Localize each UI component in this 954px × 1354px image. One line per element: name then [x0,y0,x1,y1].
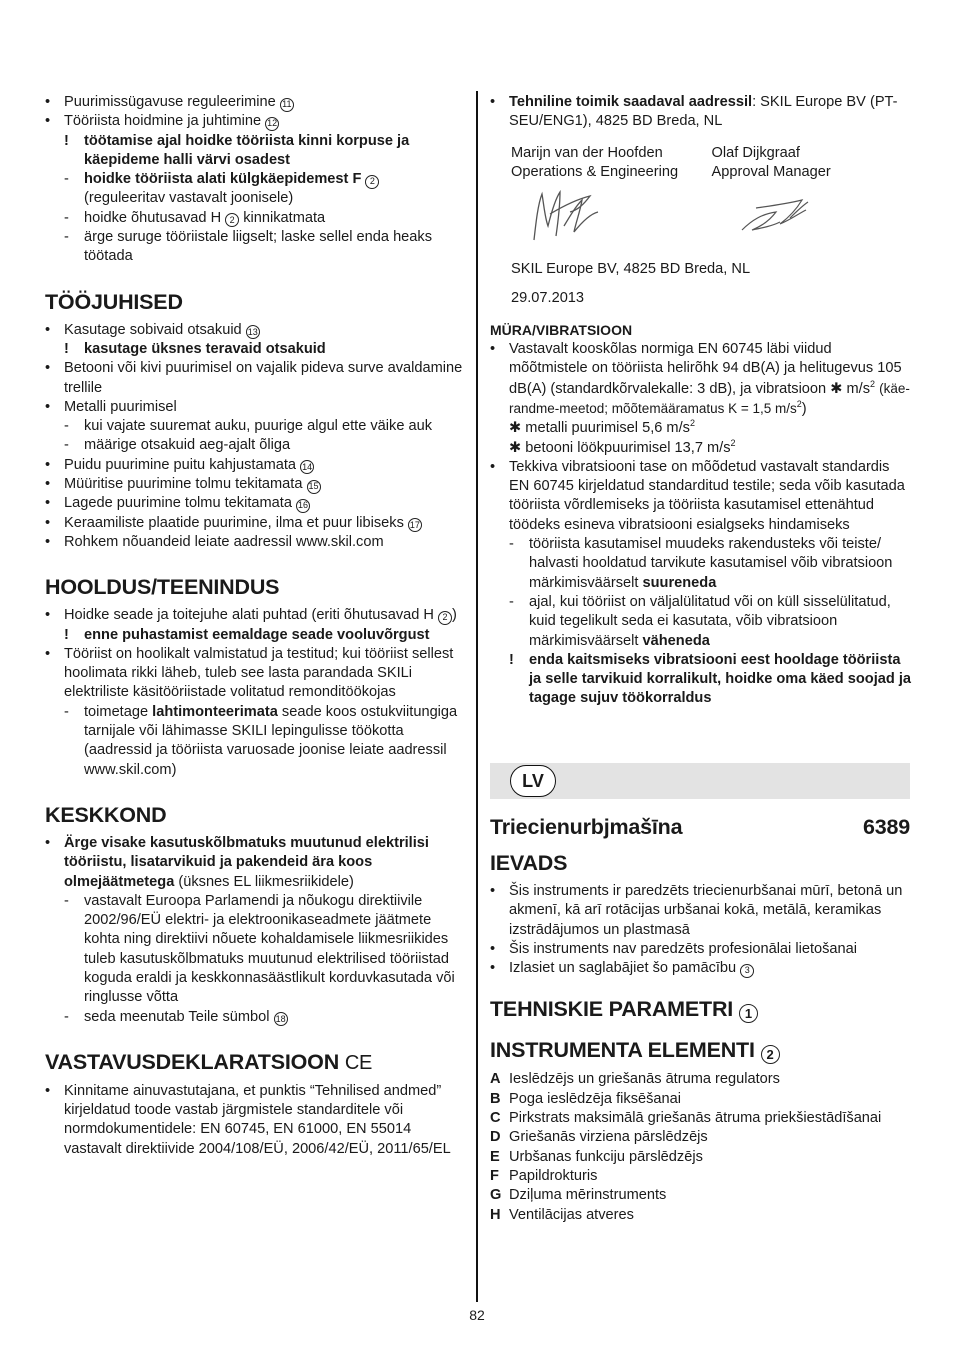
ref-number-icon: 3 [740,964,754,978]
element-letter: C [490,1110,501,1127]
element-letter: G [490,1187,502,1204]
ref-number-icon: 17 [408,518,422,532]
element-label: Papildrokturis [509,1167,598,1184]
ref-number-icon: 2 [761,1045,780,1064]
warning-item: ! kasutage üksnes teravaid otsakuid [64,340,326,357]
list-item: - ärge suruge tööriistale liigselt; laske sellel enda heaks töötada [64,229,433,265]
ce-mark-icon: CE [344,1051,373,1074]
list-item: • Lagede puurimine tolmu tekitamata 16 [45,495,309,512]
list-item: • Keraamiliste plaatide puurimine, ilma et puur libiseks 17 [45,514,420,531]
ref-number-icon: 15 [307,480,321,494]
ref-number-icon: 14 [300,460,314,474]
elements-list [490,1070,910,1224]
list-item: - toimetage lahtimonteerimata seade koos ostukviitungiga tarnijale või lähimasse SKILI lepingulisse töökotta (aadressid ja tööriista varuosade joonise leiate aadressil www.skil.com) [64,703,458,778]
signer-role: Approval Manager [711,163,831,180]
section-subheading: MÜRA/VIBRATSIOON [490,321,633,338]
language-bar [490,763,910,799]
lv-section [490,814,910,1225]
element-list-item [490,1167,910,1186]
element-letter: A [490,1071,501,1088]
section-heading: IEVADS [490,851,568,875]
list-item: • Rohkem nõuandeid leiate aadressil www.skil.com [45,533,384,550]
element-letter: H [490,1206,501,1223]
list-item: - ajal, kui tööriist on väljalülitatud või on küll sisselülitatud, kuid tegelikult seda ei kasutata, võib vibratsioon märkimisväärselt väheneda [509,593,891,649]
element-letter: E [490,1148,500,1165]
element-label: Ieslēdzējs un griešanās ātruma regulators [509,1071,780,1088]
ref-number-icon: 16 [296,499,310,513]
section-heading: INSTRUMENTA ELEMENTI 2 [490,1037,910,1064]
list-item: - määrige otsakuid aeg-ajalt õliga [64,437,291,454]
signature-block [490,144,912,183]
element-list-item [490,1090,910,1109]
element-letter: B [490,1090,501,1107]
signer-role: Operations & Engineering [511,163,679,180]
warning-item: ! töötamise ajal hoidke tööriista kinni korpuse ja käepideme halli värvi osadest [64,132,410,168]
list-item: • Hoidke seade ja toitejuhe alati puhtad (eriti õhutusavad H 2 ) [45,607,457,624]
page-number: 82 [469,1307,485,1323]
ref-number-icon: 2 [438,611,452,625]
list-item: - tööriista kasutamisel muudeks rakendusteks või teiste/ halvasti hooldatud tarvikute kasutamisel võib vibratsioon märkimisväärselt suureneda [509,536,893,591]
ref-number-icon: 2 [225,213,239,227]
list-item: • Šis instruments nav paredzēts profesionālai lietošanai [490,940,858,957]
element-list-item [490,1070,910,1089]
list-item: • Tekkiva vibratsiooni tase on mõõdetud vastavalt standardis EN 60745 kirjeldatud standarditud testile; seda võib kasutada tööriista võrdlemiseks ja tööriista kasutamisel ettenähtud töödeks esineva vibratsiooni esialgseks hindamiseks [490,458,905,533]
list-item: • Metalli puurimisel [45,398,177,415]
section-heading: KESKKOND [45,802,167,827]
list-item: - vastavalt Euroopa Parlamendi ja nõukogu direktiivile 2002/96/EÜ elektri- ja elektroonikaseadmete jäätmete kohta ning direktiivi nõuete kohaldamisele liikmesriikides tuleb kasutuskõlbmatuks muutunud elektrilised tööriistad koguda eraldi ja keskkonnasäästlikult korduvkasutada või ringlusse võtta [64,892,455,1006]
list-item: • Izlasiet un saglabājiet šo pamācību 3 [490,959,910,978]
element-list-item [490,1109,910,1128]
list-item: • Puidu puurimine puitu kahjustamata 14 [45,456,313,473]
product-title: Triecienurbjmašīna 6389 [490,815,910,839]
ref-number-icon: 2 [365,175,379,189]
language-badge: LV [510,765,556,797]
list-item: - hoidke õhutusavad H 2 kinnikatmata [64,209,326,226]
list-item: - seda meenutab Teile sümbol 18 [64,1008,286,1025]
element-label: Dziļuma mērinstruments [509,1187,667,1204]
ref-number-icon: 12 [265,117,279,131]
list-item: • Tehniline toimik saadaval aadressil: SKIL Europe BV (PT-SEU/ENG1), 4825 BD Breda, NL [490,94,898,130]
right-column [490,93,912,709]
column-divider [476,91,478,1302]
section-heading: HOOLDUS/TEENINDUS [45,575,280,600]
list-item: • Kasutage sobivaid otsakuid 13 [45,321,258,338]
list-item: • Puurimissügavuse reguleerimine 11 [45,93,467,112]
ref-number-icon: 18 [274,1012,288,1026]
signer-name: Marijn van der Hoofden [511,144,663,161]
list-item: • Kinnitame ainuvastutajana, et punktis “Tehnilised andmed” kirjeldatud toode vastab järgmistele standarditele või normdokumentidele: EN 60745, EN 61000, EN 55014 vastavalt direktiivide 2004/108/EÜ, 2006/42/EÜ, 2011/65/EL [45,1082,451,1157]
element-list-item [490,1186,910,1205]
list-item: • Vastavalt kooskõlas normiga EN 60745 läbi viidud mõõtmistele on tööriista helirõhk 94 dB(A) ja helitugevus 105 dB(A) (standardkõrvalekalle: 3 dB), ja vibratsioon ✱ $m/s^2$ (käe-randme-meetod; mõõtemääramatus K = 1,5 $m/s^2$) ✱ metalli puurimisel 5,6 $m/s^2$ ✱ betooni löökpuurimisel 13,7 $m/s^2$ [490,341,910,456]
list-item: • Tööriist on hoolikalt valmistatud ja testitud; kui tööriist sellest hoolimata rikki läheb, tuleb see lasta parandada SKILi elektriliste käsitööriistade volitatud remonditöökojas [45,645,454,701]
element-letter: F [490,1167,499,1184]
section-heading: TEHNISKIE PARAMETRI 1 [490,996,910,1023]
ref-number-icon: 11 [280,98,294,112]
element-label: Urbšanas funkciju pārslēdzējs [509,1148,703,1165]
element-label: Pirkstrats maksimālā griešanās ātruma priekšiestādīšanai [509,1110,882,1127]
list-item: • Müüritise puurimine tolmu tekitamata 15 [45,476,319,493]
element-letter: D [490,1129,501,1146]
declaration-date: 29.07.2013 [511,290,585,307]
warning-item: ! enda kaitsmiseks vibratsiooni eest hooldage tööriista ja selle tarvikuid korralikult, hoidke oma käed soojad ja tagage sujuv töökorraldus [509,651,912,707]
element-label: Ventilācijas atveres [509,1206,634,1223]
list-item: • Ärge visake kasutuskõlbmatuks muutunud elektrilisi tööriistu, lisatarvikuid ja pakendeid ära koos olmejäätmetega (üksnes EL liikmesriikidele) [45,834,429,890]
section-heading: VASTAVUSDEKLARATSIOON CE [45,1049,373,1074]
company-address: SKIL Europe BV, 4825 BD Breda, NL [511,261,751,278]
signatures-image [490,182,912,260]
element-list-item [490,1128,910,1147]
ref-number-icon: 13 [246,325,260,339]
signature-1-icon [534,192,598,240]
list-item: • Šis instruments ir paredzēts triecienurbšanai mūrī, betonā un akmenī, kā arī rotācijas urbšanai kokā, metālā, keramikas izstrādājumos un plastmasā [490,883,903,938]
warning-item: ! enne puhastamist eemaldage seade vooluvõrgust [64,626,430,643]
list-item: - kui vajate suuremat auku, puurige algul ette väike auk [64,418,433,435]
list-item: • Tööriista hoidmine ja juhtimine 12 [45,113,278,130]
list-item: - hoidke tööriista alati külgkäepidemest F 2 (reguleeritav vastavalt joonisele) [45,170,467,209]
section-heading: TÖÖJUHISED [45,289,183,314]
element-list-item [490,1148,910,1167]
ref-number-icon: 1 [739,1004,758,1023]
element-list-item [490,1206,910,1225]
left-column [45,93,467,1159]
signer-name: Olaf Dijkgraaf [711,144,800,161]
signature-2-icon [742,200,808,230]
element-label: Poga ieslēdzēja fiksēšanai [509,1090,681,1107]
element-label: Griešanās virziena pārslēdzējs [509,1129,708,1146]
list-item: • Betooni või kivi puurimisel on vajalik pideva surve avaldamine trellile [45,360,463,396]
